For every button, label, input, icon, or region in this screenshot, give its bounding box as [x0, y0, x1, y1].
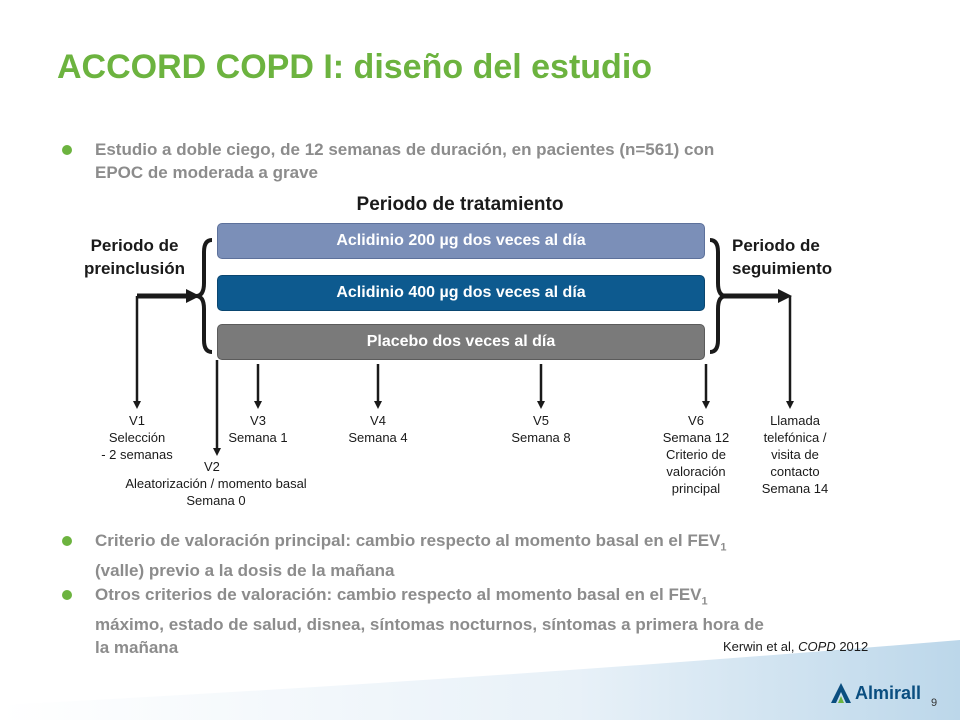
call-line-4: contacto: [770, 464, 820, 479]
bullet-3-text: [95, 583, 764, 659]
v1-line-2: Selección: [108, 430, 166, 445]
v5-line-1: V5: [533, 413, 549, 428]
visit-v6-label: [646, 412, 746, 497]
almirall-logo: [830, 682, 921, 704]
bullet-2-text: [95, 529, 727, 582]
bullet-2-dot: [62, 536, 72, 546]
reference-citation: [723, 639, 868, 654]
v2-line-3: Semana 0: [186, 493, 246, 508]
run-in-line-1: Periodo de: [90, 236, 179, 255]
v5-line-2: Semana 8: [511, 430, 571, 445]
reference-journal: COPD: [798, 639, 836, 654]
v2-line-1: V2: [204, 459, 220, 474]
bullet-2-subscript: 1: [720, 541, 727, 554]
bullet-2-line-1-text: Criterio de valoración principal: cambio respecto al momento basal en el FEV: [95, 531, 721, 550]
bullet-1-line-1: Estudio a doble ciego, de 12 semanas de duración, en pacientes (n=561) con: [95, 140, 715, 159]
bullet-3-line-2: máximo, estado de salud, disnea, síntomas nocturnos, síntomas a primera hora de: [95, 615, 764, 635]
bullet-3-dot: [62, 590, 72, 600]
almirall-logo-text: Almirall: [855, 682, 922, 703]
v6-line-4: valoración: [666, 464, 726, 479]
visit-v4-label: [338, 412, 418, 446]
bullet-3-line-1: [95, 583, 764, 613]
bullet-2-line-1: [95, 529, 727, 559]
treatment-period-label: Periodo de tratamiento: [356, 194, 564, 215]
v6-line-1: V6: [688, 413, 704, 428]
v4-line-2: Semana 4: [348, 430, 408, 445]
v1-line-1: V1: [129, 413, 145, 428]
visit-v3-label: [218, 412, 298, 446]
v2-line-2: Aleatorización / momento basal: [125, 476, 307, 491]
visit-v1-label: [88, 412, 186, 463]
visit-call-label: [745, 412, 845, 497]
bullet-2-line-2: (valle) previo a la dosis de la mañana: [95, 561, 395, 581]
followup-line-2: seguimiento: [732, 259, 833, 278]
left-brace: [196, 240, 212, 352]
visit-v5-label: [501, 412, 581, 446]
almirall-logo-icon: [830, 682, 852, 704]
call-line-2: telefónica /: [763, 430, 827, 445]
arm-placebo: Placebo dos veces al día: [217, 324, 705, 360]
v3-line-1: V3: [250, 413, 266, 428]
call-line-5: Semana 14: [761, 481, 829, 496]
v6-line-3: Criterio de: [666, 447, 726, 462]
visit-v2-label: [100, 458, 332, 509]
followup-line-1: Periodo de: [732, 236, 820, 255]
v1-line-3: - 2 semanas: [101, 447, 173, 462]
call-line-3: visita de: [771, 447, 819, 462]
bullet-3-line-1-text: Otros criterios de valoración: cambio respecto al momento basal en el FEV: [95, 585, 702, 604]
v4-line-1: V4: [370, 413, 386, 428]
v6-line-2: Semana 12: [662, 430, 730, 445]
bullet-3-subscript: 1: [701, 595, 708, 608]
slide-title: ACCORD COPD I: diseño del estudio: [57, 48, 653, 86]
arm-aclidinium-400: Aclidinio 400 µg dos veces al día: [217, 275, 705, 311]
v3-line-2: Semana 1: [228, 430, 288, 445]
run-in-line-2: preinclusión: [83, 259, 186, 278]
call-line-1: Llamada: [770, 413, 820, 428]
right-brace: [710, 240, 726, 352]
reference-year: 2012: [835, 639, 869, 654]
v6-line-5: principal: [671, 481, 721, 496]
bullet-3-line-3: la mañana: [95, 638, 179, 658]
reference-prefix: Kerwin et al,: [723, 639, 799, 654]
page-number: 9: [931, 697, 938, 709]
bullet-1-line-2: EPOC de moderada a grave: [95, 163, 318, 182]
arm-aclidinium-200: Aclidinio 200 µg dos veces al día: [217, 223, 705, 259]
